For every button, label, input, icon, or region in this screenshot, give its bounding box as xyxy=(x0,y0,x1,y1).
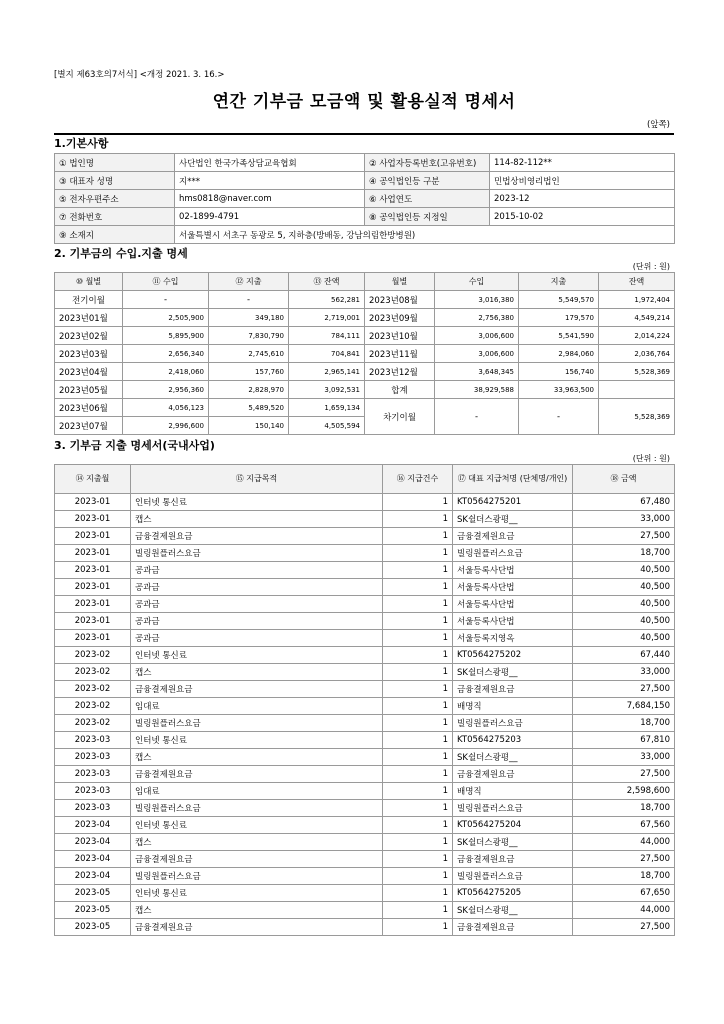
payee-cell: 금융결제원요금 xyxy=(453,528,573,545)
payee-cell: 서울등록사단법 xyxy=(453,613,573,630)
table-row xyxy=(55,698,675,715)
month-cell: 2023-01 xyxy=(55,596,131,613)
expense-cell: 5,549,570 xyxy=(519,291,599,309)
expense-cell: 349,180 xyxy=(209,309,289,327)
month-cell: 2023년08월 xyxy=(365,291,435,309)
payee-cell: KT0564275203 xyxy=(453,732,573,749)
purpose-cell: 캡스 xyxy=(131,511,383,528)
purpose-cell: 캡스 xyxy=(131,749,383,766)
amount-cell: 40,500 xyxy=(573,630,675,647)
column-header: ⑫ 지출 xyxy=(209,273,289,291)
count-cell: 1 xyxy=(383,647,453,664)
amount-cell: 67,810 xyxy=(573,732,675,749)
purpose-cell: 캡스 xyxy=(131,664,383,681)
column-header: ⑰ 대표 지급처명 (단체명/개인) xyxy=(453,465,573,494)
payee-cell: KT0564275201 xyxy=(453,494,573,511)
payee-cell: 빌링원플러스요금 xyxy=(453,545,573,562)
month-cell: 2023-04 xyxy=(55,851,131,868)
month-cell: 2023-04 xyxy=(55,868,131,885)
table-row xyxy=(55,851,675,868)
payee-cell: KT0564275205 xyxy=(453,885,573,902)
amount-cell: 33,000 xyxy=(573,511,675,528)
payee-cell: SK쉴더스광평__ xyxy=(453,902,573,919)
document-title: 연간 기부금 모금액 및 활용실적 명세서 xyxy=(212,92,516,112)
field-value: 2015-10-02 xyxy=(490,208,675,226)
field-value: 사단법인 한국가족상담교육협회 xyxy=(175,154,365,172)
table-row xyxy=(55,783,675,800)
month-cell: 2023년01월 xyxy=(55,309,123,327)
balance-cell: 3,092,531 xyxy=(289,381,365,399)
count-cell: 1 xyxy=(383,545,453,562)
month-cell: 2023-02 xyxy=(55,698,131,715)
section1-title: 1.기본사항 xyxy=(54,133,674,153)
payee-cell: 서울등록사단법 xyxy=(453,579,573,596)
document-page xyxy=(54,70,674,936)
month-cell: 2023-01 xyxy=(55,562,131,579)
month-cell: 2023년07월 xyxy=(55,417,123,435)
amount-cell: 7,684,150 xyxy=(573,698,675,715)
purpose-cell: 임대료 xyxy=(131,783,383,800)
count-cell: 1 xyxy=(383,664,453,681)
month-cell: 2023-02 xyxy=(55,681,131,698)
count-cell: 1 xyxy=(383,749,453,766)
balance-cell: 784,111 xyxy=(289,327,365,345)
income-cell: 2,418,060 xyxy=(123,363,209,381)
amount-cell: 40,500 xyxy=(573,613,675,630)
section2-unit: (단위 : 원) xyxy=(632,262,670,271)
column-header: ⑯ 지급건수 xyxy=(383,465,453,494)
table-row xyxy=(55,630,675,647)
income-cell: 3,006,600 xyxy=(435,327,519,345)
month-cell: 2023-01 xyxy=(55,494,131,511)
expense-cell: 157,760 xyxy=(209,363,289,381)
field-value: 02-1899-4791 xyxy=(175,208,365,226)
month-cell: 2023년09월 xyxy=(365,309,435,327)
carry-forward-label: 차기이월 xyxy=(365,399,435,435)
count-cell: 1 xyxy=(383,868,453,885)
count-cell: 1 xyxy=(383,579,453,596)
month-cell: 2023-01 xyxy=(55,613,131,630)
count-cell: 1 xyxy=(383,562,453,579)
field-label: ⑤ 전자우편주소 xyxy=(55,190,175,208)
income-cell: 2,505,900 xyxy=(123,309,209,327)
balance-cell: 5,528,369 xyxy=(599,399,675,435)
column-header: 잔액 xyxy=(599,273,675,291)
address-value: 서울특별시 서초구 동광로 5, 지하층(방배동, 강남의림한방병원) xyxy=(175,226,675,244)
purpose-cell: 빌링원플러스요금 xyxy=(131,868,383,885)
amount-cell: 40,500 xyxy=(573,579,675,596)
count-cell: 1 xyxy=(383,630,453,647)
table-row xyxy=(55,613,675,630)
table-row xyxy=(55,345,675,363)
payee-cell: 금융결제원요금 xyxy=(453,681,573,698)
table-row xyxy=(55,596,675,613)
balance-cell: 1,972,404 xyxy=(599,291,675,309)
count-cell: 1 xyxy=(383,783,453,800)
purpose-cell: 인터넷 통신료 xyxy=(131,885,383,902)
amount-cell: 33,000 xyxy=(573,749,675,766)
income-cell: - xyxy=(435,399,519,435)
section3-title: 3. 기부금 지출 명세서(국내사업) xyxy=(54,439,215,452)
purpose-cell: 공과금 xyxy=(131,613,383,630)
field-label: ⑦ 전화번호 xyxy=(55,208,175,226)
purpose-cell: 금융결제원요금 xyxy=(131,851,383,868)
amount-cell: 27,500 xyxy=(573,851,675,868)
field-label: ① 법인명 xyxy=(55,154,175,172)
field-label: ④ 공익법인등 구분 xyxy=(365,172,490,190)
column-header: 지출 xyxy=(519,273,599,291)
payee-cell: 빌링원플러스요금 xyxy=(453,800,573,817)
month-cell: 2023년06월 xyxy=(55,399,123,417)
amount-cell: 18,700 xyxy=(573,800,675,817)
payee-cell: 금융결제원요금 xyxy=(453,851,573,868)
table-row xyxy=(55,817,675,834)
income-cell: 3,006,600 xyxy=(435,345,519,363)
column-header: 수입 xyxy=(435,273,519,291)
table-row xyxy=(55,309,675,327)
purpose-cell: 공과금 xyxy=(131,562,383,579)
month-cell: 2023-03 xyxy=(55,800,131,817)
basic-info-row xyxy=(55,154,675,172)
income-cell: 5,895,900 xyxy=(123,327,209,345)
column-header: ⑱ 금액 xyxy=(573,465,675,494)
balance-cell: 2,036,764 xyxy=(599,345,675,363)
payee-cell: 서울등록사단법 xyxy=(453,562,573,579)
month-cell: 전기이월 xyxy=(55,291,123,309)
balance-cell: 4,505,594 xyxy=(289,417,365,435)
table-row xyxy=(55,902,675,919)
count-cell: 1 xyxy=(383,596,453,613)
purpose-cell: 빌링원플러스요금 xyxy=(131,715,383,732)
expense-cell: 156,740 xyxy=(519,363,599,381)
table-row xyxy=(55,494,675,511)
balance-cell xyxy=(599,381,675,399)
count-cell: 1 xyxy=(383,817,453,834)
month-cell: 2023-03 xyxy=(55,732,131,749)
amount-cell: 44,000 xyxy=(573,902,675,919)
amount-cell: 2,598,600 xyxy=(573,783,675,800)
amount-cell: 27,500 xyxy=(573,919,675,936)
table-row xyxy=(55,399,675,417)
amount-cell: 27,500 xyxy=(573,528,675,545)
field-value: 114-82-112** xyxy=(490,154,675,172)
table-row xyxy=(55,800,675,817)
month-cell: 2023-02 xyxy=(55,664,131,681)
month-cell: 2023-04 xyxy=(55,817,131,834)
count-cell: 1 xyxy=(383,528,453,545)
column-header: ⑪ 수입 xyxy=(123,273,209,291)
balance-cell: 2,014,224 xyxy=(599,327,675,345)
balance-cell: 2,719,001 xyxy=(289,309,365,327)
count-cell: 1 xyxy=(383,613,453,630)
amount-cell: 40,500 xyxy=(573,562,675,579)
payee-cell: 배명직 xyxy=(453,698,573,715)
page-side-label: (앞쪽) xyxy=(646,120,670,130)
table-row xyxy=(55,327,675,345)
purpose-cell: 금융결제원요금 xyxy=(131,766,383,783)
field-value: 지*** xyxy=(175,172,365,190)
month-cell: 2023년02월 xyxy=(55,327,123,345)
payee-cell: KT0564275204 xyxy=(453,817,573,834)
balance-cell: 5,528,369 xyxy=(599,363,675,381)
month-cell: 2023년04월 xyxy=(55,363,123,381)
count-cell: 1 xyxy=(383,851,453,868)
column-header: ⑬ 잔액 xyxy=(289,273,365,291)
basic-info-row xyxy=(55,190,675,208)
table-row xyxy=(55,528,675,545)
count-cell: 1 xyxy=(383,800,453,817)
expense-cell: 5,541,590 xyxy=(519,327,599,345)
month-cell: 2023-04 xyxy=(55,834,131,851)
amount-cell: 18,700 xyxy=(573,868,675,885)
count-cell: 1 xyxy=(383,885,453,902)
count-cell: 1 xyxy=(383,698,453,715)
purpose-cell: 빌링원플러스요금 xyxy=(131,800,383,817)
month-cell: 2023-01 xyxy=(55,579,131,596)
basic-info-table xyxy=(54,153,675,244)
expense-detail-table xyxy=(54,464,675,936)
month-cell: 2023년12월 xyxy=(365,363,435,381)
count-cell: 1 xyxy=(383,732,453,749)
expense-cell: 2,745,610 xyxy=(209,345,289,363)
amount-cell: 67,440 xyxy=(573,647,675,664)
table-row xyxy=(55,885,675,902)
purpose-cell: 캡스 xyxy=(131,902,383,919)
payee-cell: 빌링원플러스요금 xyxy=(453,715,573,732)
count-cell: 1 xyxy=(383,834,453,851)
month-cell: 2023-01 xyxy=(55,511,131,528)
amount-cell: 27,500 xyxy=(573,681,675,698)
expense-cell: 179,570 xyxy=(519,309,599,327)
purpose-cell: 인터넷 통신료 xyxy=(131,647,383,664)
income-cell: 2,656,340 xyxy=(123,345,209,363)
table-row xyxy=(55,579,675,596)
payee-cell: 서울등록지영옥 xyxy=(453,630,573,647)
count-cell: 1 xyxy=(383,494,453,511)
month-cell: 2023년03월 xyxy=(55,345,123,363)
expense-cell: 7,830,790 xyxy=(209,327,289,345)
balance-cell: 4,549,214 xyxy=(599,309,675,327)
payee-cell: 배명직 xyxy=(453,783,573,800)
purpose-cell: 빌링원플러스요금 xyxy=(131,545,383,562)
month-cell: 2023-03 xyxy=(55,749,131,766)
purpose-cell: 인터넷 통신료 xyxy=(131,817,383,834)
purpose-cell: 인터넷 통신료 xyxy=(131,732,383,749)
expense-cell: 5,489,520 xyxy=(209,399,289,417)
month-cell: 2023-01 xyxy=(55,630,131,647)
table-row xyxy=(55,834,675,851)
field-label: ⑨ 소재지 xyxy=(55,226,175,244)
expense-cell: 2,984,060 xyxy=(519,345,599,363)
field-value: hms0818@naver.com xyxy=(175,190,365,208)
table-row xyxy=(55,381,675,399)
field-label: ⑥ 사업연도 xyxy=(365,190,490,208)
income-cell: 2,996,600 xyxy=(123,417,209,435)
table-row xyxy=(55,715,675,732)
month-cell: 2023년11월 xyxy=(365,345,435,363)
field-label: ⑧ 공익법인등 지정일 xyxy=(365,208,490,226)
form-reference: [별지 제63호의7서식] <개정 2021. 3. 16.> xyxy=(54,70,225,80)
expense-cell: 33,963,500 xyxy=(519,381,599,399)
table-row xyxy=(55,291,675,309)
balance-cell: 1,659,134 xyxy=(289,399,365,417)
month-cell: 2023-05 xyxy=(55,902,131,919)
basic-info-row xyxy=(55,208,675,226)
table-row xyxy=(55,511,675,528)
amount-cell: 18,700 xyxy=(573,715,675,732)
amount-cell: 27,500 xyxy=(573,766,675,783)
month-cell: 2023-05 xyxy=(55,885,131,902)
income-cell: 2,956,360 xyxy=(123,381,209,399)
income-cell: - xyxy=(123,291,209,309)
table-row xyxy=(55,681,675,698)
month-cell: 2023년10월 xyxy=(365,327,435,345)
count-cell: 1 xyxy=(383,919,453,936)
table-row xyxy=(55,647,675,664)
payee-cell: 금융결제원요금 xyxy=(453,919,573,936)
total-label: 합계 xyxy=(365,381,435,399)
column-header: ⑮ 지급목적 xyxy=(131,465,383,494)
column-header: ⑩ 월별 xyxy=(55,273,123,291)
payee-cell: SK쉴더스광평__ xyxy=(453,834,573,851)
count-cell: 1 xyxy=(383,681,453,698)
field-label: ③ 대표자 성명 xyxy=(55,172,175,190)
basic-info-row xyxy=(55,172,675,190)
field-value: 민법상비영리법인 xyxy=(490,172,675,190)
month-cell: 2023-03 xyxy=(55,766,131,783)
expense-cell: - xyxy=(519,399,599,435)
amount-cell: 18,700 xyxy=(573,545,675,562)
month-cell: 2023-02 xyxy=(55,647,131,664)
basic-info-row xyxy=(55,226,675,244)
purpose-cell: 임대료 xyxy=(131,698,383,715)
amount-cell: 44,000 xyxy=(573,834,675,851)
table-row xyxy=(55,868,675,885)
month-cell: 2023-01 xyxy=(55,545,131,562)
income-cell: 2,756,380 xyxy=(435,309,519,327)
table-row xyxy=(55,545,675,562)
count-cell: 1 xyxy=(383,511,453,528)
amount-cell: 67,650 xyxy=(573,885,675,902)
purpose-cell: 공과금 xyxy=(131,579,383,596)
column-header: ⑭ 지출월 xyxy=(55,465,131,494)
table-row xyxy=(55,749,675,766)
amount-cell: 67,480 xyxy=(573,494,675,511)
table-row xyxy=(55,664,675,681)
balance-cell: 704,841 xyxy=(289,345,365,363)
count-cell: 1 xyxy=(383,766,453,783)
income-cell: 38,929,588 xyxy=(435,381,519,399)
section2-title: 2. 기부금의 수입.지출 명세 xyxy=(54,247,188,260)
income-cell: 3,648,345 xyxy=(435,363,519,381)
amount-cell: 40,500 xyxy=(573,596,675,613)
field-label: ② 사업자등록번호(고유번호) xyxy=(365,154,490,172)
count-cell: 1 xyxy=(383,715,453,732)
month-cell: 2023-01 xyxy=(55,528,131,545)
purpose-cell: 인터넷 통신료 xyxy=(131,494,383,511)
purpose-cell: 금융결제원요금 xyxy=(131,681,383,698)
month-cell: 2023년05월 xyxy=(55,381,123,399)
payee-cell: KT0564275202 xyxy=(453,647,573,664)
table-row xyxy=(55,732,675,749)
month-cell: 2023-02 xyxy=(55,715,131,732)
income-cell: 3,016,380 xyxy=(435,291,519,309)
table-row xyxy=(55,562,675,579)
purpose-cell: 공과금 xyxy=(131,596,383,613)
payee-cell: SK쉴더스광평__ xyxy=(453,749,573,766)
amount-cell: 67,560 xyxy=(573,817,675,834)
payee-cell: SK쉴더스광평__ xyxy=(453,511,573,528)
payee-cell: SK쉴더스광평__ xyxy=(453,664,573,681)
purpose-cell: 공과금 xyxy=(131,630,383,647)
income-cell: 4,056,123 xyxy=(123,399,209,417)
field-value: 2023-12 xyxy=(490,190,675,208)
table-row xyxy=(55,766,675,783)
payee-cell: 금융결제원요금 xyxy=(453,766,573,783)
count-cell: 1 xyxy=(383,902,453,919)
expense-cell: 2,828,970 xyxy=(209,381,289,399)
column-header: 월별 xyxy=(365,273,435,291)
section3-unit: (단위 : 원) xyxy=(632,454,670,463)
table-row xyxy=(55,363,675,381)
month-cell: 2023-03 xyxy=(55,783,131,800)
amount-cell: 33,000 xyxy=(573,664,675,681)
balance-cell: 562,281 xyxy=(289,291,365,309)
payee-cell: 빌링원플러스요금 xyxy=(453,868,573,885)
purpose-cell: 금융결제원요금 xyxy=(131,919,383,936)
month-cell: 2023-05 xyxy=(55,919,131,936)
purpose-cell: 금융결제원요금 xyxy=(131,528,383,545)
table-row xyxy=(55,919,675,936)
expense-cell: - xyxy=(209,291,289,309)
payee-cell: 서울등록사단법 xyxy=(453,596,573,613)
income-expense-table xyxy=(54,272,675,435)
purpose-cell: 캡스 xyxy=(131,834,383,851)
balance-cell: 2,965,141 xyxy=(289,363,365,381)
expense-cell: 150,140 xyxy=(209,417,289,435)
